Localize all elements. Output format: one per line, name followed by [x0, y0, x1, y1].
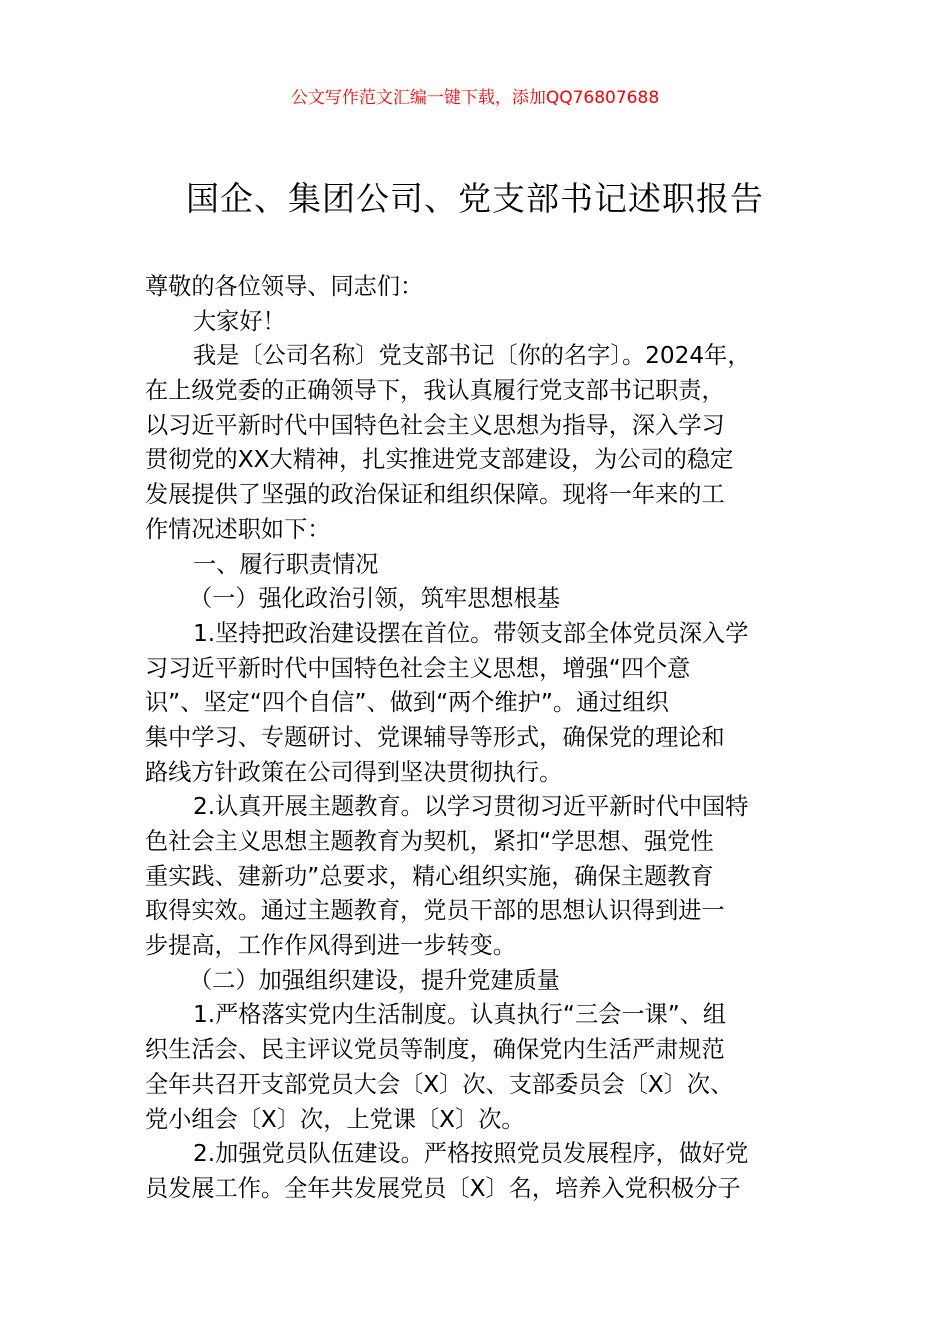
document-title: 国企、集团公司、党支部书记述职报告: [186, 179, 764, 218]
subsection-heading: （二）加强组织建设，提升党建质量: [189, 966, 560, 994]
paragraph-line: 1.坚持把政治建设摆在首位。带领支部全体党员深入学: [193, 619, 749, 647]
subsection-heading: （一）强化政治引领，筑牢思想根基: [189, 585, 560, 613]
paragraph-line: 发展提供了坚强的政治保证和组织保障。现将一年来的工: [145, 481, 725, 509]
paragraph-line: 党小组会〔X〕次，上党课〔X〕次。: [145, 1105, 525, 1133]
paragraph-line: 作情况述职如下：: [145, 515, 331, 543]
paragraph-line: 我是〔公司名称〕党支部书记〔你的名字〕。2024年，: [193, 342, 751, 370]
paragraph-line: 织生活会、民主评议党员等制度，确保党内生活严肃规范: [145, 1036, 725, 1064]
paragraph-line: 集中学习、专题研讨、党课辅导等形式，确保党的理论和: [145, 723, 725, 751]
document-body: [145, 270, 815, 1207]
paragraph-line: 习习近平新时代中国特色社会主义思想，增强“四个意: [145, 654, 691, 682]
download-notice: 公文写作范文汇编一键下载，添加QQ76807688: [290, 88, 660, 108]
paragraph-line: 路线方针政策在公司得到坚决贯彻执行。: [145, 758, 563, 786]
paragraph-line: 步提高，工作作风得到进一步转变。: [145, 932, 516, 960]
paragraph-line: 识”、坚定“四个自信”、做到“两个维护”。通过组织: [145, 689, 669, 717]
paragraph-line: 全年共召开支部党员大会〔X〕次、支部委员会〔X〕次、: [145, 1070, 734, 1098]
paragraph-line: 1.严格落实党内生活制度。认真执行“三会一课”、组: [193, 1001, 727, 1029]
paragraph-line: 员发展工作。全年共发展党员〔X〕名，培养入党积极分子: [145, 1174, 741, 1202]
paragraph-line: 2.认真开展主题教育。以学习贯彻习近平新时代中国特: [193, 793, 749, 821]
salutation: 尊敬的各位领导、同志们：: [145, 273, 424, 300]
paragraph-line: 2.加强党员队伍建设。严格按照党员发展程序，做好党: [193, 1140, 749, 1168]
greeting: 大家好！: [193, 307, 286, 335]
paragraph-line: 贯彻党的XX大精神，扎实推进党支部建设，为公司的稳定: [145, 446, 734, 474]
paragraph-line: 重实践、建新功”总要求，精心组织实施，确保主题教育: [145, 862, 714, 890]
paragraph-line: 在上级党委的正确领导下，我认真履行党支部书记职责，: [145, 377, 725, 405]
paragraph-line: 色社会主义思想主题教育为契机，紧扣“学思想、强党性: [145, 828, 714, 855]
paragraph-line: 取得实效。通过主题教育，党员干部的思想认识得到进一: [145, 897, 725, 925]
section-heading: 一、履行职责情况: [193, 550, 379, 578]
paragraph-line: 以习近平新时代中国特色社会主义思想为指导，深入学习: [145, 411, 725, 439]
